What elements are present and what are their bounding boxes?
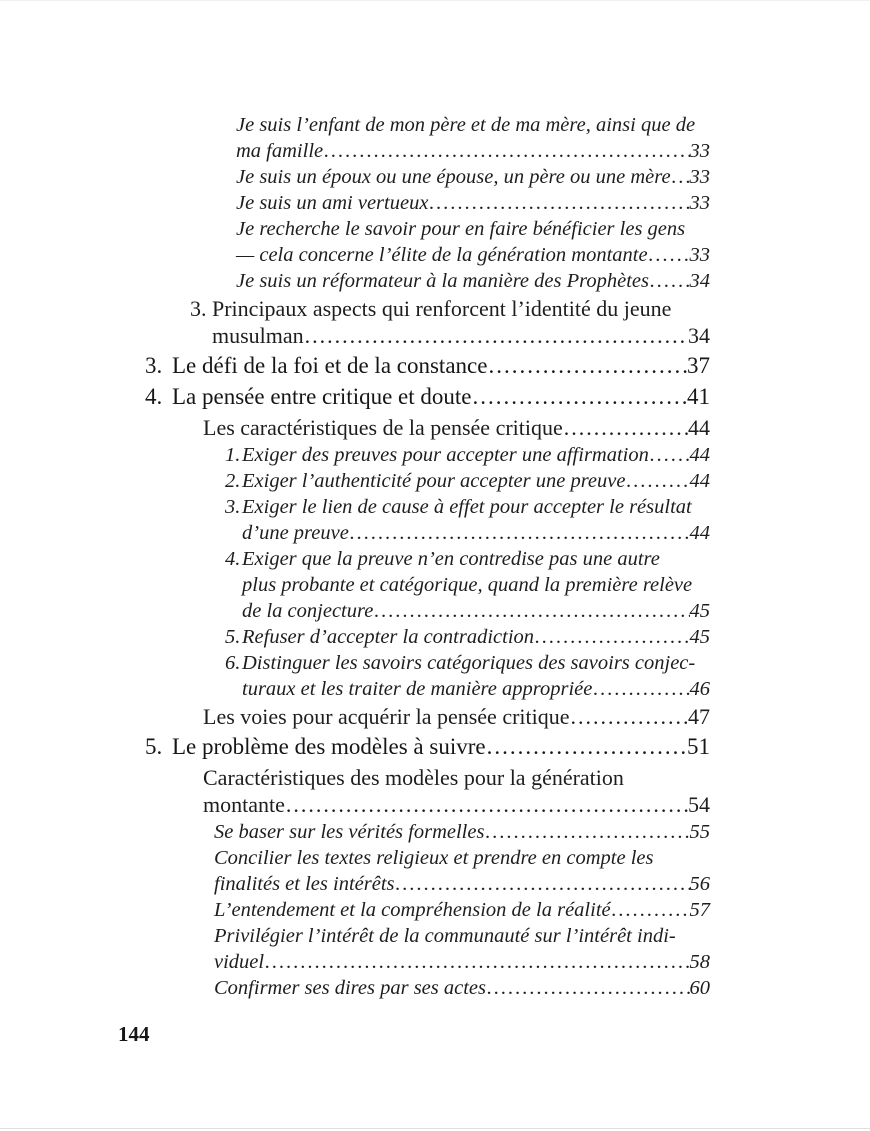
toc-entry-text: Je suis un ami vertueux <box>236 192 429 214</box>
toc-entry-number: 3. <box>190 296 207 321</box>
toc-entry <box>214 845 710 897</box>
toc-entry-number: 4. <box>225 548 241 570</box>
toc-page-ref: 54 <box>688 792 710 817</box>
toc-entry-line <box>236 268 710 294</box>
toc-page-ref: 60 <box>689 977 710 999</box>
toc-leader-dots <box>484 819 689 845</box>
toc-entry-text: Se baser sur les vérités formelles <box>214 821 485 843</box>
toc-entry-text: La pensée entre critique et doute <box>172 384 472 409</box>
toc-entry-text: d’une preuve <box>242 522 349 544</box>
toc-leader-dots <box>563 414 688 441</box>
toc-page-ref: 57 <box>689 899 710 921</box>
toc-entry-text: turaux et les traiter de manière appropriée <box>242 678 593 700</box>
toc-entry-text: Concilier les textes religieux et prendre en compte les <box>214 847 654 869</box>
toc-entry <box>203 703 710 730</box>
toc-leader-dots <box>671 164 690 190</box>
toc-page-ref: 34 <box>688 323 710 348</box>
toc-entry <box>225 442 710 468</box>
toc-entry-text: L’entendement et la compréhension de la réalité <box>214 899 611 921</box>
toc-entry-text: Le problème des modèles à suivre <box>172 734 486 759</box>
toc-leader-dots <box>373 598 689 624</box>
toc-entry-number: 6. <box>225 652 241 674</box>
toc-entry-text: ma famille <box>236 140 324 162</box>
toc-entry-text: Exiger que la preuve n’en contredise pas une autre <box>242 548 660 570</box>
toc-leader-dots <box>592 676 689 702</box>
toc-entry-text: Je recherche le savoir pour en faire bénéficier les gens <box>236 218 686 240</box>
toc-entry-text: musulman <box>212 323 304 348</box>
toc-entry <box>214 923 710 975</box>
toc-entry-line <box>203 703 710 730</box>
toc-entry <box>236 268 710 294</box>
toc-page-ref: 55 <box>689 821 710 843</box>
toc-entry-line <box>225 520 710 546</box>
toc-entry-line <box>236 138 710 164</box>
toc-leader-dots <box>472 383 688 411</box>
toc-entry-line <box>203 764 710 791</box>
toc-page-ref: 33 <box>689 140 710 162</box>
table-of-contents <box>145 112 710 1001</box>
toc-entry <box>145 733 710 761</box>
toc-entry-text: de la conjecture <box>242 600 374 622</box>
toc-entry-line <box>214 845 710 871</box>
toc-entry-text: Les caractéristiques de la pensée critique <box>203 415 563 440</box>
toc-entry <box>190 295 710 349</box>
toc-entry-line <box>236 242 710 268</box>
toc-entry-line <box>145 733 710 761</box>
toc-entry-line <box>225 468 710 494</box>
toc-entry-line <box>236 112 710 138</box>
toc-entry-text: viduel <box>214 951 265 973</box>
toc-entry-text: Caractéristiques des modèles pour la génération <box>203 765 624 790</box>
toc-entry-number: 5. <box>145 734 163 759</box>
toc-entry <box>236 190 710 216</box>
toc-entry-line <box>225 494 710 520</box>
toc-page-ref: 41 <box>687 384 710 409</box>
toc-entry <box>145 383 710 411</box>
toc-entry-text: Je suis un réformateur à la manière des Prophètes <box>236 270 649 292</box>
toc-entry-text: finalités et les intérêts <box>214 873 395 895</box>
toc-page-ref: 47 <box>688 704 710 729</box>
toc-leader-dots <box>611 897 690 923</box>
toc-leader-dots <box>486 975 690 1001</box>
toc-entry <box>214 819 710 845</box>
toc-entry-text: Privilégier l’intérêt de la communauté sur l’intérêt indi- <box>214 925 676 947</box>
toc-entry <box>203 764 710 818</box>
toc-leader-dots <box>285 791 688 818</box>
toc-entry-line <box>214 949 710 975</box>
toc-page-ref: 44 <box>689 522 710 544</box>
toc-entry-line <box>203 791 710 818</box>
toc-entry-text: Exiger des preuves pour accepter une affirmation <box>242 444 649 466</box>
toc-entry-line <box>225 572 710 598</box>
toc-entry-line <box>225 650 710 676</box>
toc-leader-dots <box>649 268 690 294</box>
toc-leader-dots <box>304 322 688 349</box>
toc-entry-number: 1. <box>225 444 241 466</box>
toc-page-ref: 58 <box>689 951 710 973</box>
toc-leader-dots <box>649 442 690 468</box>
toc-entry-line <box>214 975 710 1001</box>
toc-entry-number: 2. <box>225 470 241 492</box>
toc-entry <box>214 975 710 1001</box>
toc-entry <box>225 650 710 702</box>
toc-entry-line <box>236 216 710 242</box>
toc-leader-dots <box>323 138 689 164</box>
toc-page-ref: 33 <box>689 192 710 214</box>
toc-page-ref: 33 <box>689 166 710 188</box>
toc-entry <box>225 494 710 546</box>
toc-entry-line <box>225 676 710 702</box>
toc-page-ref: 56 <box>689 873 710 895</box>
toc-entry-text: Je suis l’enfant de mon père et de ma mère, ainsi que de <box>236 114 696 136</box>
toc-entry-number: 4. <box>145 384 163 409</box>
toc-page-ref: 44 <box>688 415 710 440</box>
toc-entry-text: Les voies pour acquérir la pensée critique <box>203 704 570 729</box>
toc-entry <box>225 468 710 494</box>
toc-entry-text: Exiger l’authenticité pour accepter une preuve <box>242 470 626 492</box>
toc-page-ref: 46 <box>689 678 710 700</box>
toc-leader-dots <box>570 703 688 730</box>
toc-leader-dots <box>395 871 690 897</box>
toc-entry-line <box>190 322 710 349</box>
page-bottom-edge <box>0 1128 870 1129</box>
toc-page-ref: 44 <box>689 444 710 466</box>
toc-leader-dots <box>264 949 689 975</box>
toc-entry-line <box>145 383 710 411</box>
toc-page-ref: 45 <box>689 626 710 648</box>
toc-entry-text: montante <box>203 792 285 817</box>
toc-entry-text: Distinguer les savoirs catégoriques des savoirs conjec- <box>242 652 696 674</box>
toc-entry-text: Principaux aspects qui renforcent l’identité du jeune <box>212 296 672 321</box>
toc-entry <box>236 112 710 164</box>
toc-entry-line <box>190 295 710 322</box>
toc-entry-text: plus probante et catégorique, quand la première relève <box>242 574 693 596</box>
toc-leader-dots <box>648 242 690 268</box>
toc-page-ref: 44 <box>689 470 710 492</box>
toc-entry <box>236 164 710 190</box>
toc-entry <box>236 216 710 268</box>
toc-leader-dots <box>486 733 687 761</box>
toc-entry <box>214 897 710 923</box>
folio-page-number: 144 <box>118 1022 150 1046</box>
toc-entry-line <box>236 190 710 216</box>
toc-entry <box>203 414 710 441</box>
toc-entry-line <box>225 598 710 624</box>
toc-page-ref: 33 <box>689 244 710 266</box>
page-top-edge <box>0 0 870 1</box>
toc-entry-line <box>145 352 710 380</box>
toc-entry-line <box>214 923 710 949</box>
toc-entry <box>225 546 710 624</box>
toc-entry-number: 5. <box>225 626 241 648</box>
toc-leader-dots <box>349 520 690 546</box>
toc-leader-dots <box>534 624 689 650</box>
toc-entry-number: 3. <box>145 353 163 378</box>
toc-entry-line <box>225 546 710 572</box>
toc-leader-dots <box>487 352 687 380</box>
toc-entry-text: Exiger le lien de cause à effet pour accepter le résultat <box>242 496 692 518</box>
toc-entry-line <box>236 164 710 190</box>
toc-entry-line <box>214 897 710 923</box>
toc-entry-line <box>203 414 710 441</box>
toc-page-ref: 45 <box>689 600 710 622</box>
toc-entry-text: — cela concerne l’élite de la génération montante <box>236 244 648 266</box>
toc-entry-number: 3. <box>225 496 241 518</box>
toc-page-ref: 51 <box>687 734 710 759</box>
toc-entry-line <box>214 871 710 897</box>
toc-entry <box>145 352 710 380</box>
toc-entry-text: Refuser d’accepter la contradiction <box>242 626 535 648</box>
toc-entry-line <box>214 819 710 845</box>
toc-entry <box>225 624 710 650</box>
toc-page-ref: 37 <box>687 353 710 378</box>
toc-entry-text: Je suis un époux ou une épouse, un père ou une mère <box>236 166 671 188</box>
toc-entry-text: Confirmer ses dires par ses actes <box>214 977 486 999</box>
toc-entry-line <box>225 624 710 650</box>
toc-entry-text: Le défi de la foi et de la constance <box>172 353 488 378</box>
toc-entry-line <box>225 442 710 468</box>
toc-leader-dots <box>625 468 689 494</box>
toc-page-ref: 34 <box>689 270 710 292</box>
toc-leader-dots <box>428 190 689 216</box>
